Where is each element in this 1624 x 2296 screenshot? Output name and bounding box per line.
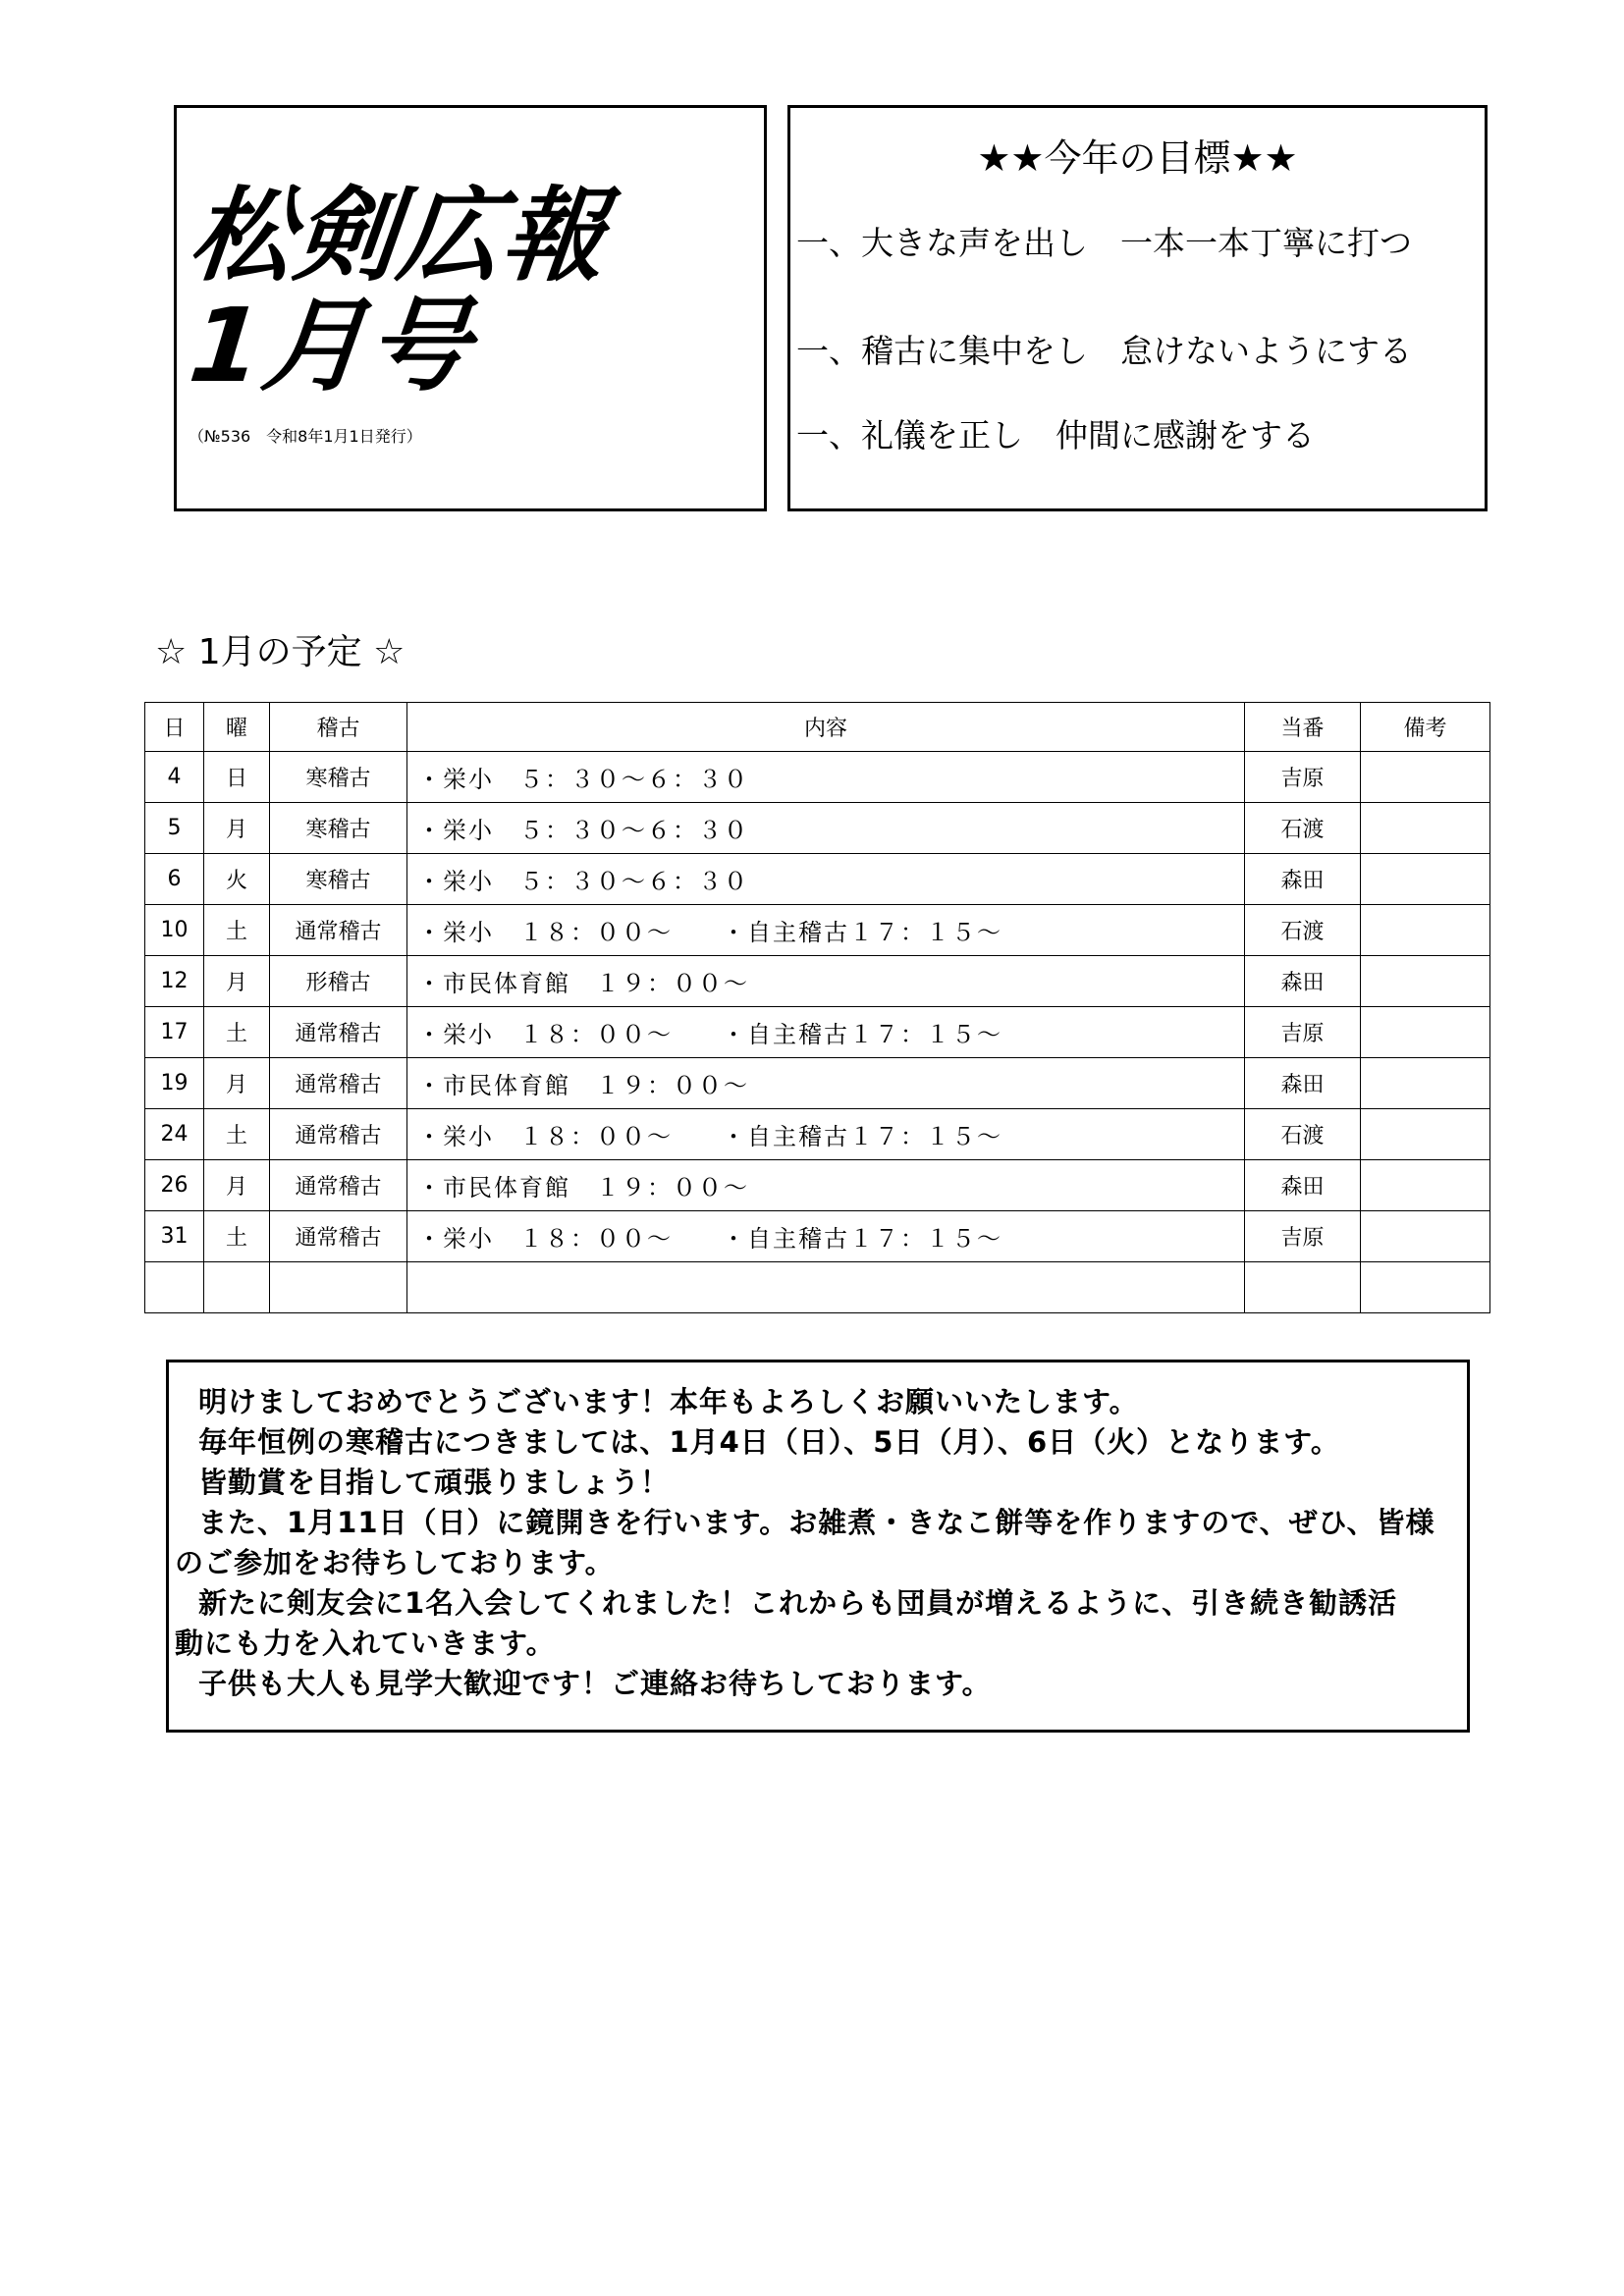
practice-cell: 通常稽古	[270, 1109, 407, 1160]
column-header-note: 備考	[1361, 703, 1490, 752]
content-self-practice: ・自主稽古１７：１５～	[722, 1225, 1002, 1253]
note-cell	[1361, 956, 1490, 1007]
goal-item: 一、大きな声を出し 一本一本丁寧に打つ	[796, 224, 1412, 262]
note-cell	[1361, 905, 1490, 956]
content-cell	[407, 1211, 1245, 1262]
weekday-cell: 土	[204, 1007, 270, 1058]
notice-line: 新たに剣友会に1名入会してくれました！これからも団員が増えるように、引き続き勧誘活	[198, 1586, 1398, 1620]
day-cell: 26	[145, 1160, 204, 1211]
practice-cell: 形稽古	[270, 956, 407, 1007]
title-box	[174, 105, 767, 511]
duty-cell: 吉原	[1245, 1211, 1361, 1262]
content-cell	[407, 1109, 1245, 1160]
practice-cell	[270, 1262, 407, 1313]
content-cell	[407, 905, 1245, 956]
weekday-cell: 月	[204, 803, 270, 854]
note-cell	[1361, 752, 1490, 803]
day-cell: 24	[145, 1109, 204, 1160]
issue-info: （№536 令和8年1月1日発行）	[189, 427, 422, 446]
content-location: ・栄小 ５：３０～６：３０	[417, 817, 749, 844]
notice-box	[166, 1360, 1470, 1733]
content-location: ・市民体育館 １９：００～	[417, 970, 749, 997]
content-cell	[407, 1262, 1245, 1313]
table-row	[145, 1007, 1490, 1058]
note-cell	[1361, 1211, 1490, 1262]
table-row	[145, 956, 1490, 1007]
practice-cell: 通常稽古	[270, 1160, 407, 1211]
day-cell: 5	[145, 803, 204, 854]
note-cell	[1361, 803, 1490, 854]
note-cell	[1361, 1262, 1490, 1313]
table-header-row	[145, 703, 1490, 752]
day-cell: 12	[145, 956, 204, 1007]
duty-cell: 石渡	[1245, 803, 1361, 854]
note-cell	[1361, 1109, 1490, 1160]
goals-heading: ★★今年の目標★★	[977, 136, 1298, 180]
duty-cell: 森田	[1245, 1160, 1361, 1211]
content-self-practice: ・自主稽古１７：１５～	[722, 1021, 1002, 1048]
notice-line: また、1月11日（日）に鏡開きを行います。お雑煮・きなこ餅等を作りますので、ぜひ、皆様	[198, 1506, 1435, 1539]
day-cell: 10	[145, 905, 204, 956]
content-cell	[407, 1007, 1245, 1058]
weekday-cell	[204, 1262, 270, 1313]
day-cell: 17	[145, 1007, 204, 1058]
column-header-duty: 当番	[1245, 703, 1361, 752]
table-row	[145, 803, 1490, 854]
weekday-cell: 月	[204, 1160, 270, 1211]
duty-cell: 吉原	[1245, 752, 1361, 803]
content-location: ・市民体育館 １９：００～	[417, 1174, 749, 1201]
table-row	[145, 1058, 1490, 1109]
content-location: ・栄小 １８：００～	[417, 1021, 673, 1048]
schedule-heading: ☆ 1月の予定 ☆	[155, 632, 406, 672]
table-row	[145, 905, 1490, 956]
practice-cell: 通常稽古	[270, 1007, 407, 1058]
content-location: ・栄小 １８：００～	[417, 1123, 673, 1150]
column-header-practice: 稽古	[270, 703, 407, 752]
content-location: ・栄小 ５：３０～６：３０	[417, 766, 749, 793]
content-cell	[407, 956, 1245, 1007]
content-cell	[407, 854, 1245, 905]
content-location: ・市民体育館 １９：００～	[417, 1072, 749, 1099]
practice-cell: 通常稽古	[270, 905, 407, 956]
table-row	[145, 1160, 1490, 1211]
column-header-day: 日	[145, 703, 204, 752]
practice-cell: 寒稽古	[270, 803, 407, 854]
note-cell	[1361, 1007, 1490, 1058]
weekday-cell: 土	[204, 1109, 270, 1160]
column-header-weekday: 曜	[204, 703, 270, 752]
content-location: ・栄小 １８：００～	[417, 1225, 673, 1253]
schedule-body	[145, 752, 1490, 1313]
note-cell	[1361, 854, 1490, 905]
practice-cell: 寒稽古	[270, 752, 407, 803]
day-cell: 19	[145, 1058, 204, 1109]
weekday-cell: 月	[204, 1058, 270, 1109]
table-row	[145, 752, 1490, 803]
notice-line: 明けましておめでとうございます！本年もよろしくお願いいたします。	[198, 1385, 1139, 1418]
day-cell: 6	[145, 854, 204, 905]
content-self-practice: ・自主稽古１７：１５～	[722, 1123, 1002, 1150]
goal-item: 一、礼儀を正し 仲間に感謝をする	[796, 416, 1315, 454]
notice-line: のご参加をお待ちしております。	[175, 1546, 615, 1579]
content-location: ・栄小 ５：３０～６：３０	[417, 868, 749, 895]
table-row	[145, 1262, 1490, 1313]
notice-line: 動にも力を入れていきます。	[175, 1627, 556, 1660]
table-row	[145, 1211, 1490, 1262]
column-header-content: 内容	[407, 703, 1245, 752]
note-cell	[1361, 1160, 1490, 1211]
schedule-table	[144, 702, 1490, 1313]
content-location: ・栄小 １８：００～	[417, 919, 673, 946]
practice-cell: 通常稽古	[270, 1058, 407, 1109]
notice-line: 毎年恒例の寒稽古につきましては、1月4日（日）、5日（月）、6日（火）となります。	[198, 1425, 1340, 1459]
weekday-cell: 火	[204, 854, 270, 905]
day-cell	[145, 1262, 204, 1313]
day-cell: 4	[145, 752, 204, 803]
duty-cell: 森田	[1245, 1058, 1361, 1109]
duty-cell: 石渡	[1245, 905, 1361, 956]
practice-cell: 寒稽古	[270, 854, 407, 905]
note-cell	[1361, 1058, 1490, 1109]
goal-item: 一、稽古に集中をし 怠けないようにする	[796, 332, 1412, 370]
weekday-cell: 土	[204, 1211, 270, 1262]
notice-line: 子供も大人も見学大歓迎です！ご連絡お待ちしております。	[198, 1667, 992, 1700]
content-self-practice: ・自主稽古１７：１５～	[722, 919, 1002, 946]
weekday-cell: 土	[204, 905, 270, 956]
issue-month-title: 1月号	[184, 286, 478, 405]
content-cell	[407, 803, 1245, 854]
goals-box	[787, 105, 1488, 511]
table-row	[145, 1109, 1490, 1160]
duty-cell: 森田	[1245, 854, 1361, 905]
practice-cell: 通常稽古	[270, 1211, 407, 1262]
duty-cell: 吉原	[1245, 1007, 1361, 1058]
content-cell	[407, 1160, 1245, 1211]
weekday-cell: 月	[204, 956, 270, 1007]
newsletter-title: 松剣広報	[184, 176, 614, 295]
weekday-cell: 日	[204, 752, 270, 803]
content-cell	[407, 1058, 1245, 1109]
duty-cell: 森田	[1245, 956, 1361, 1007]
notice-line: 皆勤賞を目指して頑張りましょう！	[198, 1466, 671, 1499]
day-cell: 31	[145, 1211, 204, 1262]
duty-cell	[1245, 1262, 1361, 1313]
table-row	[145, 854, 1490, 905]
content-cell	[407, 752, 1245, 803]
duty-cell: 石渡	[1245, 1109, 1361, 1160]
